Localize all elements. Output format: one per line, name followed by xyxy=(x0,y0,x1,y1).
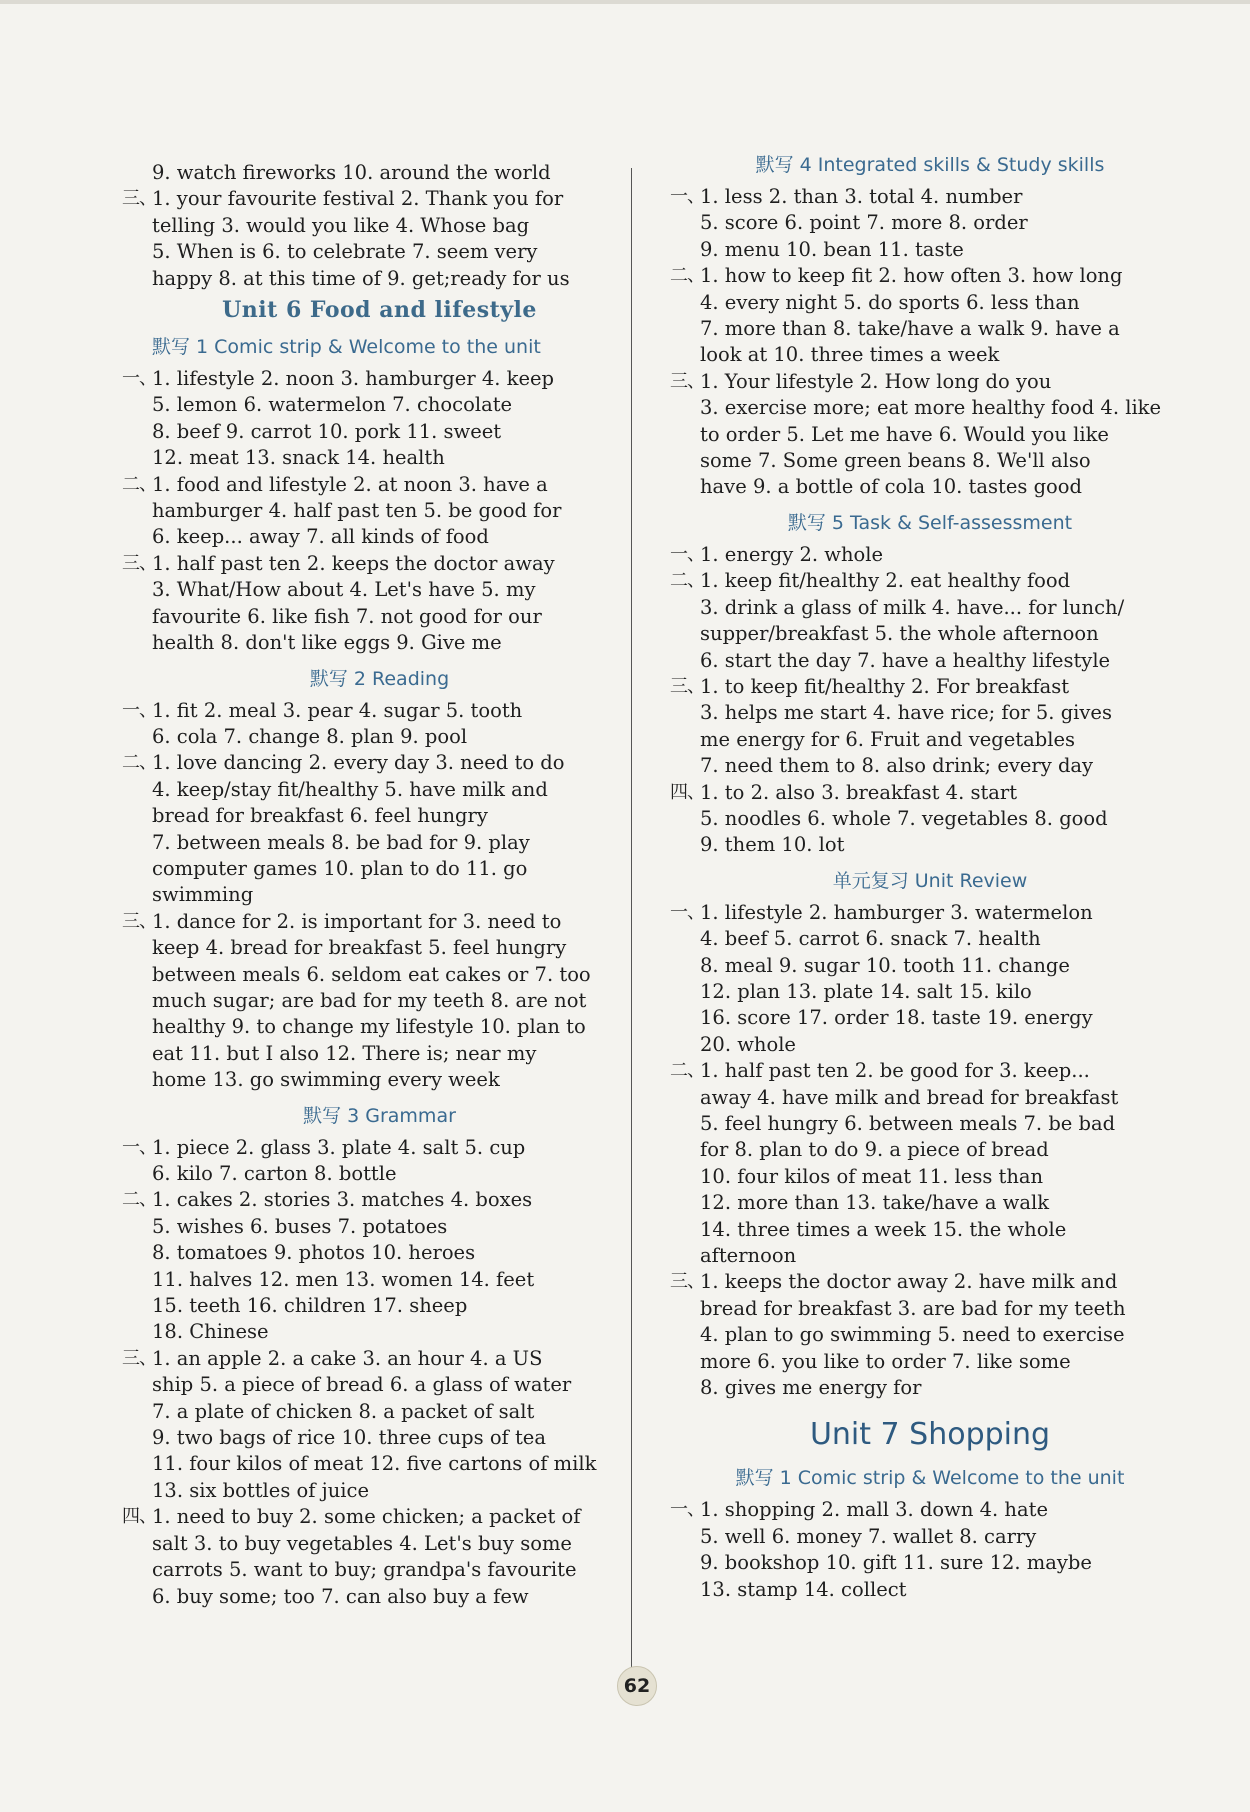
answer-text: 6. keep... away 7. all kinds of food xyxy=(152,525,489,549)
answer-text: 9. watch fireworks 10. around the world xyxy=(152,161,551,184)
answer-text: have 9. a bottle of cola 10. tastes good xyxy=(700,475,1083,499)
answer-line xyxy=(670,900,1160,926)
answer-line xyxy=(152,239,607,265)
answer-line xyxy=(670,568,1160,594)
answer-text: 1. fit 2. meal 3. pear 4. sugar 5. tooth xyxy=(152,698,523,722)
column-divider xyxy=(631,168,632,1670)
answer-line xyxy=(700,1164,1160,1190)
answer-line xyxy=(700,1243,1160,1269)
answer-line xyxy=(122,1346,607,1372)
answer-text: 1. half past ten 2. keeps the doctor away xyxy=(152,551,555,575)
answer-line xyxy=(152,392,607,418)
answer-text: 4. plan to go swimming 5. need to exercise xyxy=(700,1323,1125,1347)
answer-text: 1. an apple 2. a cake 3. an hour 4. a US xyxy=(152,1346,543,1370)
answer-text: 5. feel hungry 6. between meals 7. be bad xyxy=(700,1112,1116,1135)
answer-text: 16. score 17. order 18. taste 19. energy xyxy=(700,1006,1093,1030)
answer-text: keep 4. bread for breakfast 5. feel hungry xyxy=(152,936,567,960)
answer-text: telling 3. would you like 4. Whose bag xyxy=(152,213,530,237)
answer-text: 6. kilo 7. carton 8. bottle xyxy=(152,1162,397,1185)
answer-line xyxy=(122,551,607,577)
answer-line xyxy=(700,1111,1160,1137)
question-group-number: 三、 xyxy=(122,910,156,932)
answer-text: eat 11. but I also 12. There is; near my xyxy=(152,1041,537,1065)
answer-line xyxy=(122,909,607,935)
answer-text: 13. stamp 14. collect xyxy=(700,1577,907,1601)
answer-text: much sugar; are bad for my teeth 8. are not xyxy=(152,988,587,1012)
answer-text: computer games 10. plan to do 11. go xyxy=(152,856,528,880)
answer-text: home 13. go swimming every week xyxy=(152,1068,500,1092)
answer-text: hamburger 4. half past ten 5. be good for xyxy=(152,499,562,523)
question-group-number: 二、 xyxy=(670,1060,704,1082)
answer-line xyxy=(700,1085,1160,1111)
answer-text: 6. start the day 7. have a healthy lifestyle xyxy=(700,648,1111,672)
answer-line xyxy=(152,1584,607,1610)
answer-text: between meals 6. seldom eat cakes or 7. too xyxy=(152,962,591,986)
question-group-number: 三、 xyxy=(122,1347,156,1369)
answer-line xyxy=(700,621,1160,647)
answer-text: afternoon xyxy=(700,1244,797,1268)
answer-text: 10. four kilos of meat 11. less than xyxy=(700,1164,1044,1188)
answer-line xyxy=(700,1005,1160,1031)
answer-text: 4. keep/stay fit/healthy 5. have milk and xyxy=(152,777,548,801)
answer-text: some 7. Some green beans 8. We'll also xyxy=(700,449,1091,473)
question-group-number: 二、 xyxy=(670,570,704,592)
answer-text: 15. teeth 16. children 17. sheep xyxy=(152,1294,468,1318)
answer-text: 1. lifestyle 2. noon 3. hamburger 4. keep xyxy=(152,367,555,391)
answer-line xyxy=(152,1014,607,1040)
answer-text: 5. well 6. money 7. wallet 8. carry xyxy=(700,1524,1037,1548)
answer-line xyxy=(152,1293,607,1319)
answer-line xyxy=(152,1161,607,1187)
answer-line xyxy=(152,724,607,750)
answer-text: swimming xyxy=(152,883,254,907)
answer-line xyxy=(700,422,1160,448)
answer-text: bread for breakfast 6. feel hungry xyxy=(152,804,488,828)
answer-line xyxy=(152,1451,607,1477)
answer-line xyxy=(152,1399,607,1425)
question-group-number: 一、 xyxy=(670,543,704,565)
answer-text: 11. halves 12. men 13. women 14. feet xyxy=(152,1267,535,1291)
answer-line xyxy=(152,1214,607,1240)
answer-line xyxy=(700,1577,1160,1603)
answer-text: 9. menu 10. bean 11. taste xyxy=(700,237,964,261)
answer-text: 1. your favourite festival 2. Thank you for xyxy=(152,187,564,211)
answer-text: favourite 6. like fish 7. not good for our xyxy=(152,604,542,628)
answer-line xyxy=(700,806,1160,832)
answer-line xyxy=(152,1425,607,1451)
question-group-number: 一、 xyxy=(122,699,156,721)
answer-line xyxy=(152,935,607,961)
unit-title: Unit 6 Food and lifestyle xyxy=(222,297,537,324)
answer-text: 11. four kilos of meat 12. five cartons of milk xyxy=(152,1452,597,1476)
answer-line xyxy=(670,542,1160,568)
answer-text: healthy 9. to change my lifestyle 10. plan to xyxy=(152,1015,586,1039)
answer-text: 4. every night 5. do sports 6. less than xyxy=(700,290,1080,314)
page-top-edge xyxy=(0,0,1250,4)
answer-line xyxy=(122,472,607,498)
question-group-number: 二、 xyxy=(670,265,704,287)
answer-text: ship 5. a piece of bread 6. a glass of water xyxy=(152,1373,572,1397)
answer-text: 6. cola 7. change 8. plan 9. pool xyxy=(152,724,468,748)
answer-text: 5. When is 6. to celebrate 7. seem very xyxy=(152,240,538,264)
answer-line xyxy=(700,316,1160,342)
answer-text: 1. love dancing 2. every day 3. need to do xyxy=(152,751,565,775)
answer-text: 5. score 6. point 7. more 8. order xyxy=(700,211,1028,235)
answer-line xyxy=(670,184,1160,210)
answer-text: carrots 5. want to buy; grandpa's favourite xyxy=(152,1558,577,1582)
answer-line xyxy=(700,1217,1160,1243)
answer-line xyxy=(152,962,607,988)
answer-line xyxy=(152,498,607,524)
answer-text: 20. whole xyxy=(700,1032,796,1056)
question-group-number: 二、 xyxy=(122,752,156,774)
answer-line xyxy=(152,577,607,603)
answer-line xyxy=(700,1137,1160,1163)
answer-text: 1. how to keep fit 2. how often 3. how long xyxy=(700,264,1123,288)
answer-line xyxy=(670,780,1160,806)
answer-line xyxy=(670,369,1160,395)
answer-text: 1. food and lifestyle 2. at noon 3. have a xyxy=(152,472,548,496)
answer-text: 5. wishes 6. buses 7. potatoes xyxy=(152,1214,448,1238)
answer-line xyxy=(122,366,607,392)
answer-text: salt 3. to buy vegetables 4. Let's buy some xyxy=(152,1531,572,1555)
answer-text: 7. need them to 8. also drink; every day xyxy=(700,754,1094,778)
answer-line xyxy=(152,1067,607,1093)
answer-line xyxy=(700,979,1160,1005)
answer-line xyxy=(700,727,1160,753)
answer-line xyxy=(152,988,607,1014)
question-group-number: 三、 xyxy=(670,675,704,697)
answer-line xyxy=(700,210,1160,236)
section-title: 默写 2 Reading xyxy=(309,667,450,690)
question-group-number: 四、 xyxy=(670,781,704,803)
answer-line xyxy=(152,777,607,803)
answer-line xyxy=(700,474,1160,500)
answer-line xyxy=(152,266,607,292)
answer-line xyxy=(670,674,1160,700)
answer-line xyxy=(152,1557,607,1583)
answer-text: 6. buy some; too 7. can also buy a few xyxy=(152,1584,529,1608)
question-group-number: 四、 xyxy=(122,1506,156,1528)
answer-line xyxy=(700,953,1160,979)
answer-line xyxy=(152,1531,607,1557)
answer-text: 1. shopping 2. mall 3. down 4. hate xyxy=(700,1498,1048,1522)
answer-line xyxy=(700,290,1160,316)
answer-text: 1. less 2. than 3. total 4. number xyxy=(700,185,1023,208)
answer-text: 3. exercise more; eat more healthy food 4. like xyxy=(700,396,1162,420)
section-title: 默写 5 Task & Self-assessment xyxy=(787,511,1073,534)
answer-line xyxy=(700,1296,1160,1322)
page-number: 62 xyxy=(617,1666,657,1706)
question-group-number: 一、 xyxy=(670,901,704,923)
answer-text: 7. between meals 8. be bad for 9. play xyxy=(152,830,530,854)
answer-text: 13. six bottles of juice xyxy=(152,1478,369,1502)
question-group-number: 二、 xyxy=(122,473,156,495)
answer-text: 7. a plate of chicken 8. a packet of salt xyxy=(152,1399,535,1423)
answer-text: 1. cakes 2. stories 3. matches 4. boxes xyxy=(152,1188,533,1212)
answer-text: me energy for 6. Fruit and vegetables xyxy=(700,727,1076,751)
section-title: 单元复习 Unit Review xyxy=(832,869,1028,892)
answer-line xyxy=(700,1550,1160,1576)
answer-line xyxy=(670,1058,1160,1084)
answer-text: bread for breakfast 3. are bad for my teeth xyxy=(700,1296,1126,1320)
answer-text: away 4. have milk and bread for breakfast xyxy=(700,1085,1119,1109)
answer-text: 1. lifestyle 2. hamburger 3. watermelon xyxy=(700,900,1093,924)
answer-line xyxy=(152,213,607,239)
answer-line xyxy=(152,604,607,630)
answer-line xyxy=(152,445,607,471)
answer-line xyxy=(122,1135,607,1161)
answer-text: 18. Chinese xyxy=(152,1320,269,1344)
answer-text: 12. meat 13. snack 14. health xyxy=(152,446,445,470)
answer-text: 8. beef 9. carrot 10. pork 11. sweet xyxy=(152,419,502,443)
answer-text: 8. meal 9. sugar 10. tooth 11. change xyxy=(700,953,1070,977)
answer-text: look at 10. three times a week xyxy=(700,343,1000,367)
answer-line xyxy=(152,1267,607,1293)
answer-text: more 6. you like to order 7. like some xyxy=(700,1349,1071,1373)
answer-line xyxy=(122,698,607,724)
answer-line xyxy=(152,882,607,908)
answer-line xyxy=(122,750,607,776)
answer-line xyxy=(152,1319,607,1345)
answer-text: 1. to 2. also 3. breakfast 4. start xyxy=(700,780,1018,804)
answer-text: 1. piece 2. glass 3. plate 4. salt 5. cup xyxy=(152,1135,526,1159)
answer-line xyxy=(122,186,607,212)
right-column xyxy=(670,154,1162,1603)
answer-text: 7. more than 8. take/have a walk 9. have a xyxy=(700,317,1120,341)
answer-line xyxy=(700,1375,1160,1401)
answer-line xyxy=(152,1041,607,1067)
answer-text: 5. noodles 6. whole 7. vegetables 8. good xyxy=(700,806,1108,830)
answer-line xyxy=(700,648,1160,674)
answer-text: 1. energy 2. whole xyxy=(700,542,884,566)
answer-text: 1. dance for 2. is important for 3. need to xyxy=(152,909,562,933)
answer-text: 3. What/How about 4. Let's have 5. my xyxy=(152,578,536,602)
answer-text: health 8. don't like eggs 9. Give me xyxy=(152,631,502,655)
answer-text: for 8. plan to do 9. a piece of bread xyxy=(700,1138,1049,1162)
answer-text: 8. gives me energy for xyxy=(700,1376,922,1400)
answer-text: to order 5. Let me have 6. Would you like xyxy=(700,422,1109,446)
section-title: 默写 1 Comic strip & Welcome to the unit xyxy=(735,1467,1125,1490)
answer-line xyxy=(152,830,607,856)
answer-line xyxy=(700,342,1160,368)
answer-text: 12. plan 13. plate 14. salt 15. kilo xyxy=(700,979,1032,1003)
section-title: 默写 1 Comic strip & Welcome to the unit xyxy=(152,336,541,359)
answer-line xyxy=(670,1269,1160,1295)
answer-text: 1. keeps the doctor away 2. have milk and xyxy=(700,1270,1118,1294)
answer-text: 5. lemon 6. watermelon 7. chocolate xyxy=(152,393,513,417)
question-group-number: 一、 xyxy=(122,1136,156,1158)
answer-line xyxy=(152,630,607,656)
answer-line xyxy=(152,1372,607,1398)
question-group-number: 三、 xyxy=(670,1271,704,1293)
answer-text: 9. two bags of rice 10. three cups of tea xyxy=(152,1426,546,1450)
question-group-number: 一、 xyxy=(670,186,704,207)
question-group-number: 三、 xyxy=(122,188,156,210)
answer-text: happy 8. at this time of 9. get;ready for us xyxy=(152,266,570,290)
answer-line xyxy=(122,1187,607,1213)
question-group-number: 二、 xyxy=(122,1189,156,1211)
answer-text: 3. helps me start 4. have rice; for 5. gives xyxy=(700,701,1112,725)
answer-text: 14. three times a week 15. the whole xyxy=(700,1217,1067,1241)
unit-title: Unit 7 Shopping xyxy=(809,1417,1051,1453)
answer-text: 1. to keep fit/healthy 2. For breakfast xyxy=(700,674,1070,698)
answer-line xyxy=(152,1478,607,1504)
answer-line xyxy=(700,237,1160,263)
answer-line xyxy=(700,753,1160,779)
answer-line xyxy=(700,595,1160,621)
answer-text: 8. tomatoes 9. photos 10. heroes xyxy=(152,1241,476,1265)
answer-text: 1. half past ten 2. be good for 3. keep... xyxy=(700,1059,1090,1083)
answer-line xyxy=(700,1524,1160,1550)
section-title: 默写 4 Integrated skills & Study skills xyxy=(755,154,1105,176)
answer-text: 9. them 10. lot xyxy=(700,833,845,857)
section-title: 默写 3 Grammar xyxy=(303,1104,456,1127)
answer-line xyxy=(152,803,607,829)
answer-text: 1. keep fit/healthy 2. eat healthy food xyxy=(700,569,1071,593)
answer-line xyxy=(152,524,607,550)
answer-line xyxy=(152,1240,607,1266)
answer-line xyxy=(700,1032,1160,1058)
answer-text: 1. Your lifestyle 2. How long do you xyxy=(700,369,1052,393)
answer-line xyxy=(122,1504,607,1530)
answer-text: supper/breakfast 5. the whole afternoon xyxy=(700,622,1099,646)
answer-line xyxy=(152,419,607,445)
question-group-number: 一、 xyxy=(122,368,156,390)
answer-text: 1. need to buy 2. some chicken; a packet of xyxy=(152,1505,581,1529)
answer-text: 3. drink a glass of milk 4. have... for lunch/ xyxy=(700,595,1125,619)
answer-line xyxy=(700,448,1160,474)
question-group-number: 一、 xyxy=(670,1499,704,1521)
answer-text: 4. beef 5. carrot 6. snack 7. health xyxy=(700,927,1041,951)
answer-line xyxy=(670,263,1160,289)
question-group-number: 三、 xyxy=(670,370,704,392)
answer-line xyxy=(670,1497,1160,1523)
answer-line xyxy=(152,856,607,882)
answer-line xyxy=(700,832,1160,858)
answer-text: 9. bookshop 10. gift 11. sure 12. maybe xyxy=(700,1551,1092,1575)
answer-line xyxy=(152,160,607,186)
answer-line xyxy=(700,1190,1160,1216)
answer-line xyxy=(700,700,1160,726)
answer-line xyxy=(700,395,1160,421)
answer-line xyxy=(700,1349,1160,1375)
answer-text: 12. more than 13. take/have a walk xyxy=(700,1191,1050,1215)
answer-line xyxy=(700,1322,1160,1348)
answer-line xyxy=(700,926,1160,952)
question-group-number: 三、 xyxy=(122,552,156,574)
left-column xyxy=(122,160,607,1610)
